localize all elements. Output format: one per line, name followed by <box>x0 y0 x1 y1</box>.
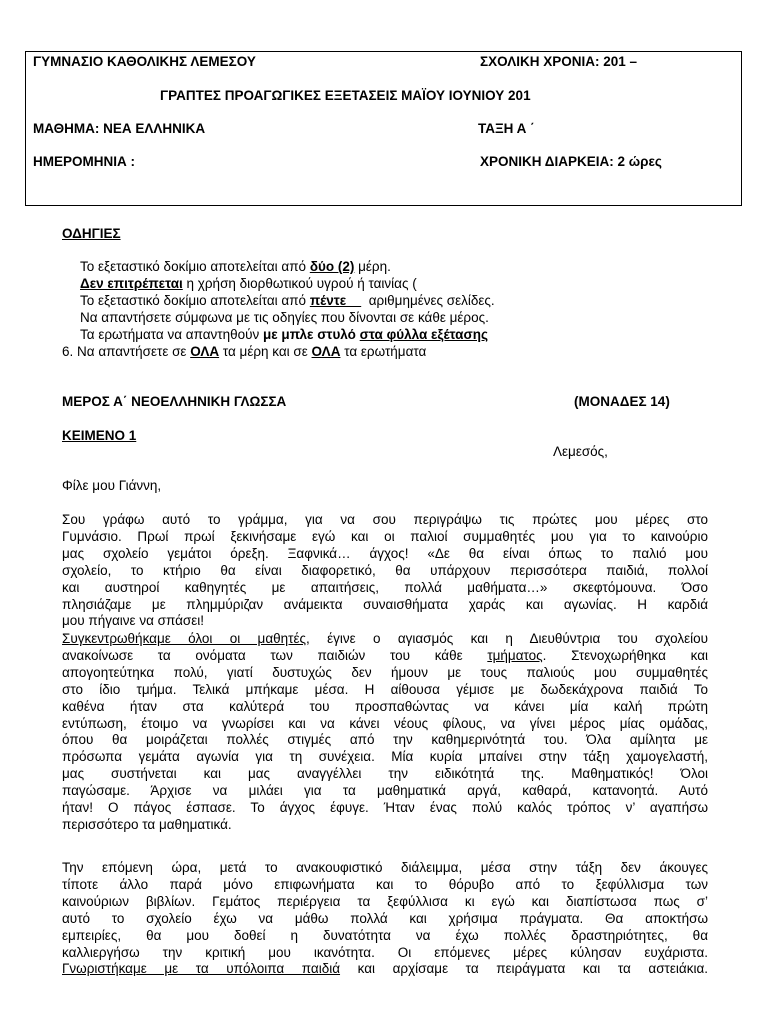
exam-duration: ΧΡΟΝΙΚΗ ΔΙΑΡΚΕΙΑ: 2 ώρες <box>480 154 662 169</box>
letter-line: περισσότερο τα μαθηματικά. <box>62 816 232 832</box>
instruction-6-text-c: τα μέρη και σε <box>219 344 312 359</box>
letter-line: μας συστήνεται και μας αναγγέλλει την ειδικότητά της. Μαθηματικός! Όλοι <box>62 766 708 782</box>
letter-line: παγώσαμε. Άρχισε να μιλάει για τα μαθηματικά αργά, καθαρά, κατανοητά. Αυτό <box>62 783 708 799</box>
letter-line: καθένα ήταν στα καλύτερά του προσπαθώντας να κάνει μία καλή πρώτη <box>62 698 708 714</box>
instruction-3-emphasis: πέντε <box>309 293 362 308</box>
subject: ΜΑΘΗΜΑ: ΝΕΑ ΕΛΛΗΝΙΚΑ <box>33 121 206 136</box>
letter-line <box>62 961 708 978</box>
letter-line: Την επόμενη ώρα, μετά το ανακουφιστικό διάλειμμα, μέσα στην τάξη δεν άκουγες <box>62 860 708 875</box>
letter-line <box>62 631 708 648</box>
letter-line: εμπειρίες, θα μου δοθεί η δυνατότητα να έχω πολλές δραστηριότητες, θα <box>62 927 708 943</box>
letter-text: . Στενοχωρήθηκα και <box>542 647 709 663</box>
letter-line: εντύπωση, έτοιμο να γνωρίσει και να κάνει νέους φίλους, να γίνει μέρος μίας ομάδας, <box>62 715 708 731</box>
letter-line: σχολείο, το κτήριο θα είναι διαφορετικό, θα υπάρχουν περισσότερα παιδιά, πολλοί <box>62 562 708 578</box>
instruction-6-text-e: τα ερωτήματα <box>340 344 427 359</box>
text-1-heading: ΚΕΙΜΕΝΟ 1 <box>62 428 137 443</box>
underlined-word: τμήματος <box>487 647 543 663</box>
exam-title: ΓΡΑΠΤΕΣ ΠΡΟΑΓΩΓΙΚΕΣ ΕΞΕΤΑΣΕΙΣ ΜΑΪΟΥ ΙΟΥΝΙΟΥ 201 <box>160 88 531 103</box>
instruction-1-emphasis: δύο (2) <box>309 259 355 274</box>
letter-line: μου πήγαινε να σπάσει! <box>62 613 204 629</box>
instruction-2-text: η χρήση διορθωτικού υγρού ή ταινίας ( <box>182 276 417 291</box>
underlined-phrase: Συγκεντρωθήκαμε όλοι οι μαθητές <box>62 631 307 646</box>
instruction-5-bold: με μπλε στυλό <box>263 327 356 342</box>
instruction-6-all-1: ΟΛΑ <box>190 344 220 359</box>
instruction-1 <box>80 259 391 274</box>
instruction-4: Να απαντήσετε σύμφωνα με τις οδηγίες που δίνονται σε κάθε μέρος. <box>80 310 489 325</box>
instruction-5 <box>80 327 488 342</box>
part-a-points: (ΜΟΝΑΔΕΣ 14) <box>574 394 670 409</box>
letter-line: αυτό το σχολείο έχω να μάθω πολλά και χρήσιμα πράγματα. Θα αποκτήσω <box>62 910 708 926</box>
letter-line: καλλιεργήσω την κριτική μου ικανότητα. Οι επόμενες μέρες κύλησαν ευχάριστα. <box>62 944 708 960</box>
instruction-6 <box>62 344 426 359</box>
instruction-1-text-a: Το εξεταστικό δοκίμιο αποτελείται από <box>80 259 310 274</box>
letter-text: και αρχίσαμε τα πειράγματα και τα αστειάκια. <box>340 961 708 977</box>
letter-line: Γυμνάσιο. Πρωί πρωί ξεκινήσαμε εγώ και οι παλιοί συμμαθητές μου για το καινούριο <box>62 528 708 544</box>
instruction-6-text-a: 6. Να απαντήσετε σε <box>62 344 191 359</box>
letter-line: μας σχολείο γεμάτοι όρεξη. Ξαφνικά… άγχος! «Δε θα είναι όπως το παλιό μου <box>62 545 708 561</box>
underlined-phrase: Γνωριστήκαμε με τα υπόλοιπα παιδιά <box>62 961 341 977</box>
instructions-heading: ΟΔΗΓΙΕΣ <box>62 226 121 241</box>
instruction-1-text-c: μέρη. <box>354 259 391 274</box>
letter-place: Λεμεσός, <box>553 444 608 459</box>
letter-line: πλησιάζαμε με πλημμύριζαν ανάμεικτα συναισθήματα χαράς και αγωνίας. Η καρδιά <box>62 596 708 612</box>
letter-line: ήταν! Ο πάγος έσπασε. Το άγχος έφυγε. Ήταν ένας πολύ καλός τρόπος ν’ αγαπήσω <box>62 800 708 816</box>
letter-line: Σου γράφω αυτό το γράμμα, για να σου περιγράψω τις πρώτες μου μέρες στο <box>62 512 708 527</box>
letter-line: τίποτε άλλο παρά μόνο επιφωνήματα και το θόρυβο από το ξεφύλλισμα των <box>62 876 708 892</box>
letter-paragraph-2 <box>62 631 708 834</box>
letter-text: , έγινε ο αγιασμός και η Διευθύντρια του σχολείου <box>306 631 708 646</box>
letter-line: καινούριων βιβλίων. Γεμάτος περιέργεια τα ξεφύλλισα κι εγώ και διαπίστωσα πως σ’ <box>62 893 708 909</box>
school-year: ΣΧΟΛΙΚΗ ΧΡΟΝΙΑ: 201 – <box>480 54 638 69</box>
letter-greeting: Φίλε μου Γιάννη, <box>62 478 162 493</box>
letter-line <box>62 648 708 665</box>
instruction-2 <box>80 276 417 291</box>
letter-text: ανακοίνωσε τα ονόματα των παιδιών του κάθε <box>62 647 488 663</box>
letter-line: στο ίδιο τμήμα. Τελικά μπήκαμε μέσα. Η αίθουσα γέμισε με δωδεκάχρονα παιδιά Το <box>62 681 708 697</box>
exam-date: ΗΜΕΡΟΜΗΝΙΑ : <box>33 154 135 169</box>
letter-line: πρόσωπα γεμάτα αγωνία για τη συνέχεια. Μία κυρία μπαίνει στην τάξη χαμογελαστή, <box>62 749 708 765</box>
instruction-3-text-a: Το εξεταστικό δοκίμιο αποτελείται από <box>80 293 310 308</box>
instruction-2-emphasis: Δεν επιτρέπεται <box>80 276 183 291</box>
letter-line: όπου θα μοιράζεται πολλές στιγμές από την καθημερινότητά του. Όλα αμίλητα με <box>62 732 708 748</box>
instruction-3 <box>80 293 495 308</box>
letter-paragraph-1 <box>62 512 708 630</box>
class-label: ΤΑΞΗ Α ΄ <box>478 121 535 136</box>
instruction-6-all-2: ΟΛΑ <box>311 344 341 359</box>
instruction-5-text: Τα ερωτήματα να απαντηθούν <box>80 327 264 342</box>
letter-line: και αυστηροί καθηγητές με απαιτήσεις, πολλά μαθήματα…» σκεφτόμουνα. Όσο <box>62 579 708 595</box>
part-a-title: ΜΕΡΟΣ Α΄ ΝΕΟΕΛΛΗΝΙΚΗ ΓΛΩΣΣΑ <box>62 394 287 409</box>
instruction-3-text-c: αριθμημένες σελίδες. <box>361 293 495 308</box>
school-name: ΓΥΜΝΑΣΙΟ ΚΑΘΟΛΙΚΗΣ ΛΕΜΕΣΟΥ <box>33 54 256 69</box>
letter-line: απογοητεύτηκα πολύ, γιατί δυστυχώς δεν ήμουν με τους παλιούς μου συμμαθητές <box>62 664 708 680</box>
instruction-5-underlined: στα φύλλα εξέτασης <box>359 327 488 342</box>
letter-paragraph-3 <box>62 860 708 978</box>
